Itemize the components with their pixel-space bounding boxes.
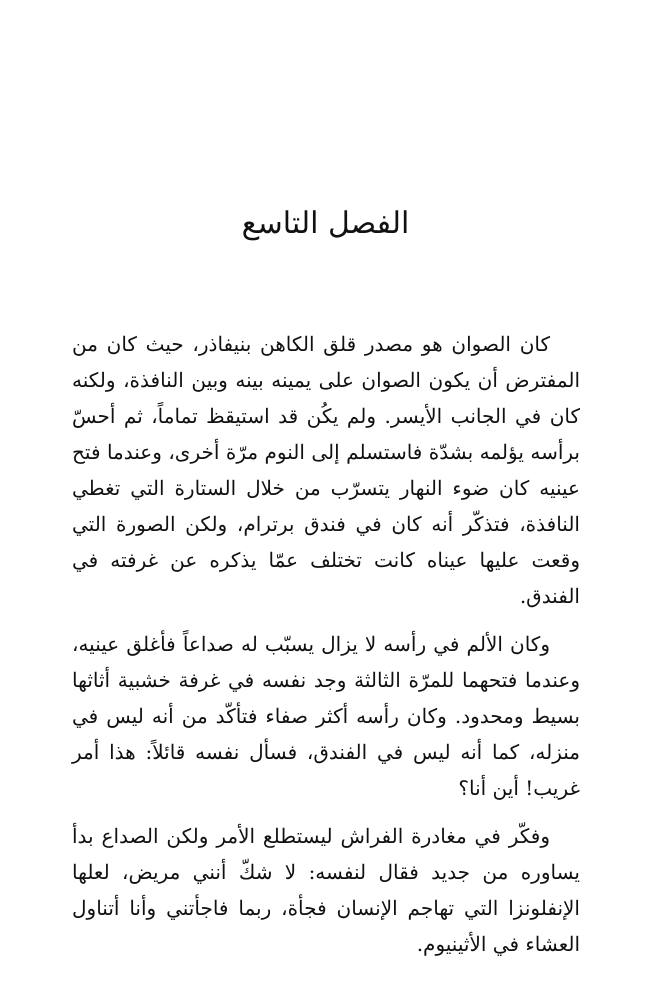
chapter-title: الفصل التاسع — [241, 206, 410, 241]
paragraph-1: كان الصوان هو مصدر قلق الكاهن بنيفاذر، حيث كان من المفترض أن يكون الصوان على يمينه بينه وبين النافذة، ولكنه كان في الجانب الأيسر. ولم يكُن قد استيقظ تماماً، ثم أحسّ برأسه يؤلمه بشدّة فاستسلم إلى النوم مرّة أخرى، وعندما فتح عينيه كان ضوء النهار يتسرّب من خلال الستارة التي تغطي النافذة، فتذكّر أنه كان في فندق برترام، ولكن الصورة التي وقعت عليها عيناه كانت تختلف عمّا يذكره عن غرفته في الفندق. — [72, 332, 580, 608]
paragraph-3: وفكّر في مغادرة الفراش ليستطلع الأمر ولكن الصداع بدأ يساوره من جديد فقال لنفسه: لا شكّ أنني مريض، لعلها الإنفلونزا التي تهاجم الإنسان فجأة، ربما فاجأتني وأنا أتناول العشاء في الأثينيوم. — [72, 824, 580, 956]
paragraph-2: وكان الألم في رأسه لا يزال يسبّب له صداعاً فأغلق عينيه، وعندما فتحهما للمرّة الثالثة وجد نفسه في غرفة خشبية أثاثها بسيط ومحدود. وكان رأسه أكثر صفاء فتأكّد من أنه ليس في منزله، كما أنه ليس في الفندق، فسأل نفسه قائلاً: هذا أمر غريب! أين أنا؟ — [72, 632, 580, 800]
chapter-body — [72, 326, 580, 974]
